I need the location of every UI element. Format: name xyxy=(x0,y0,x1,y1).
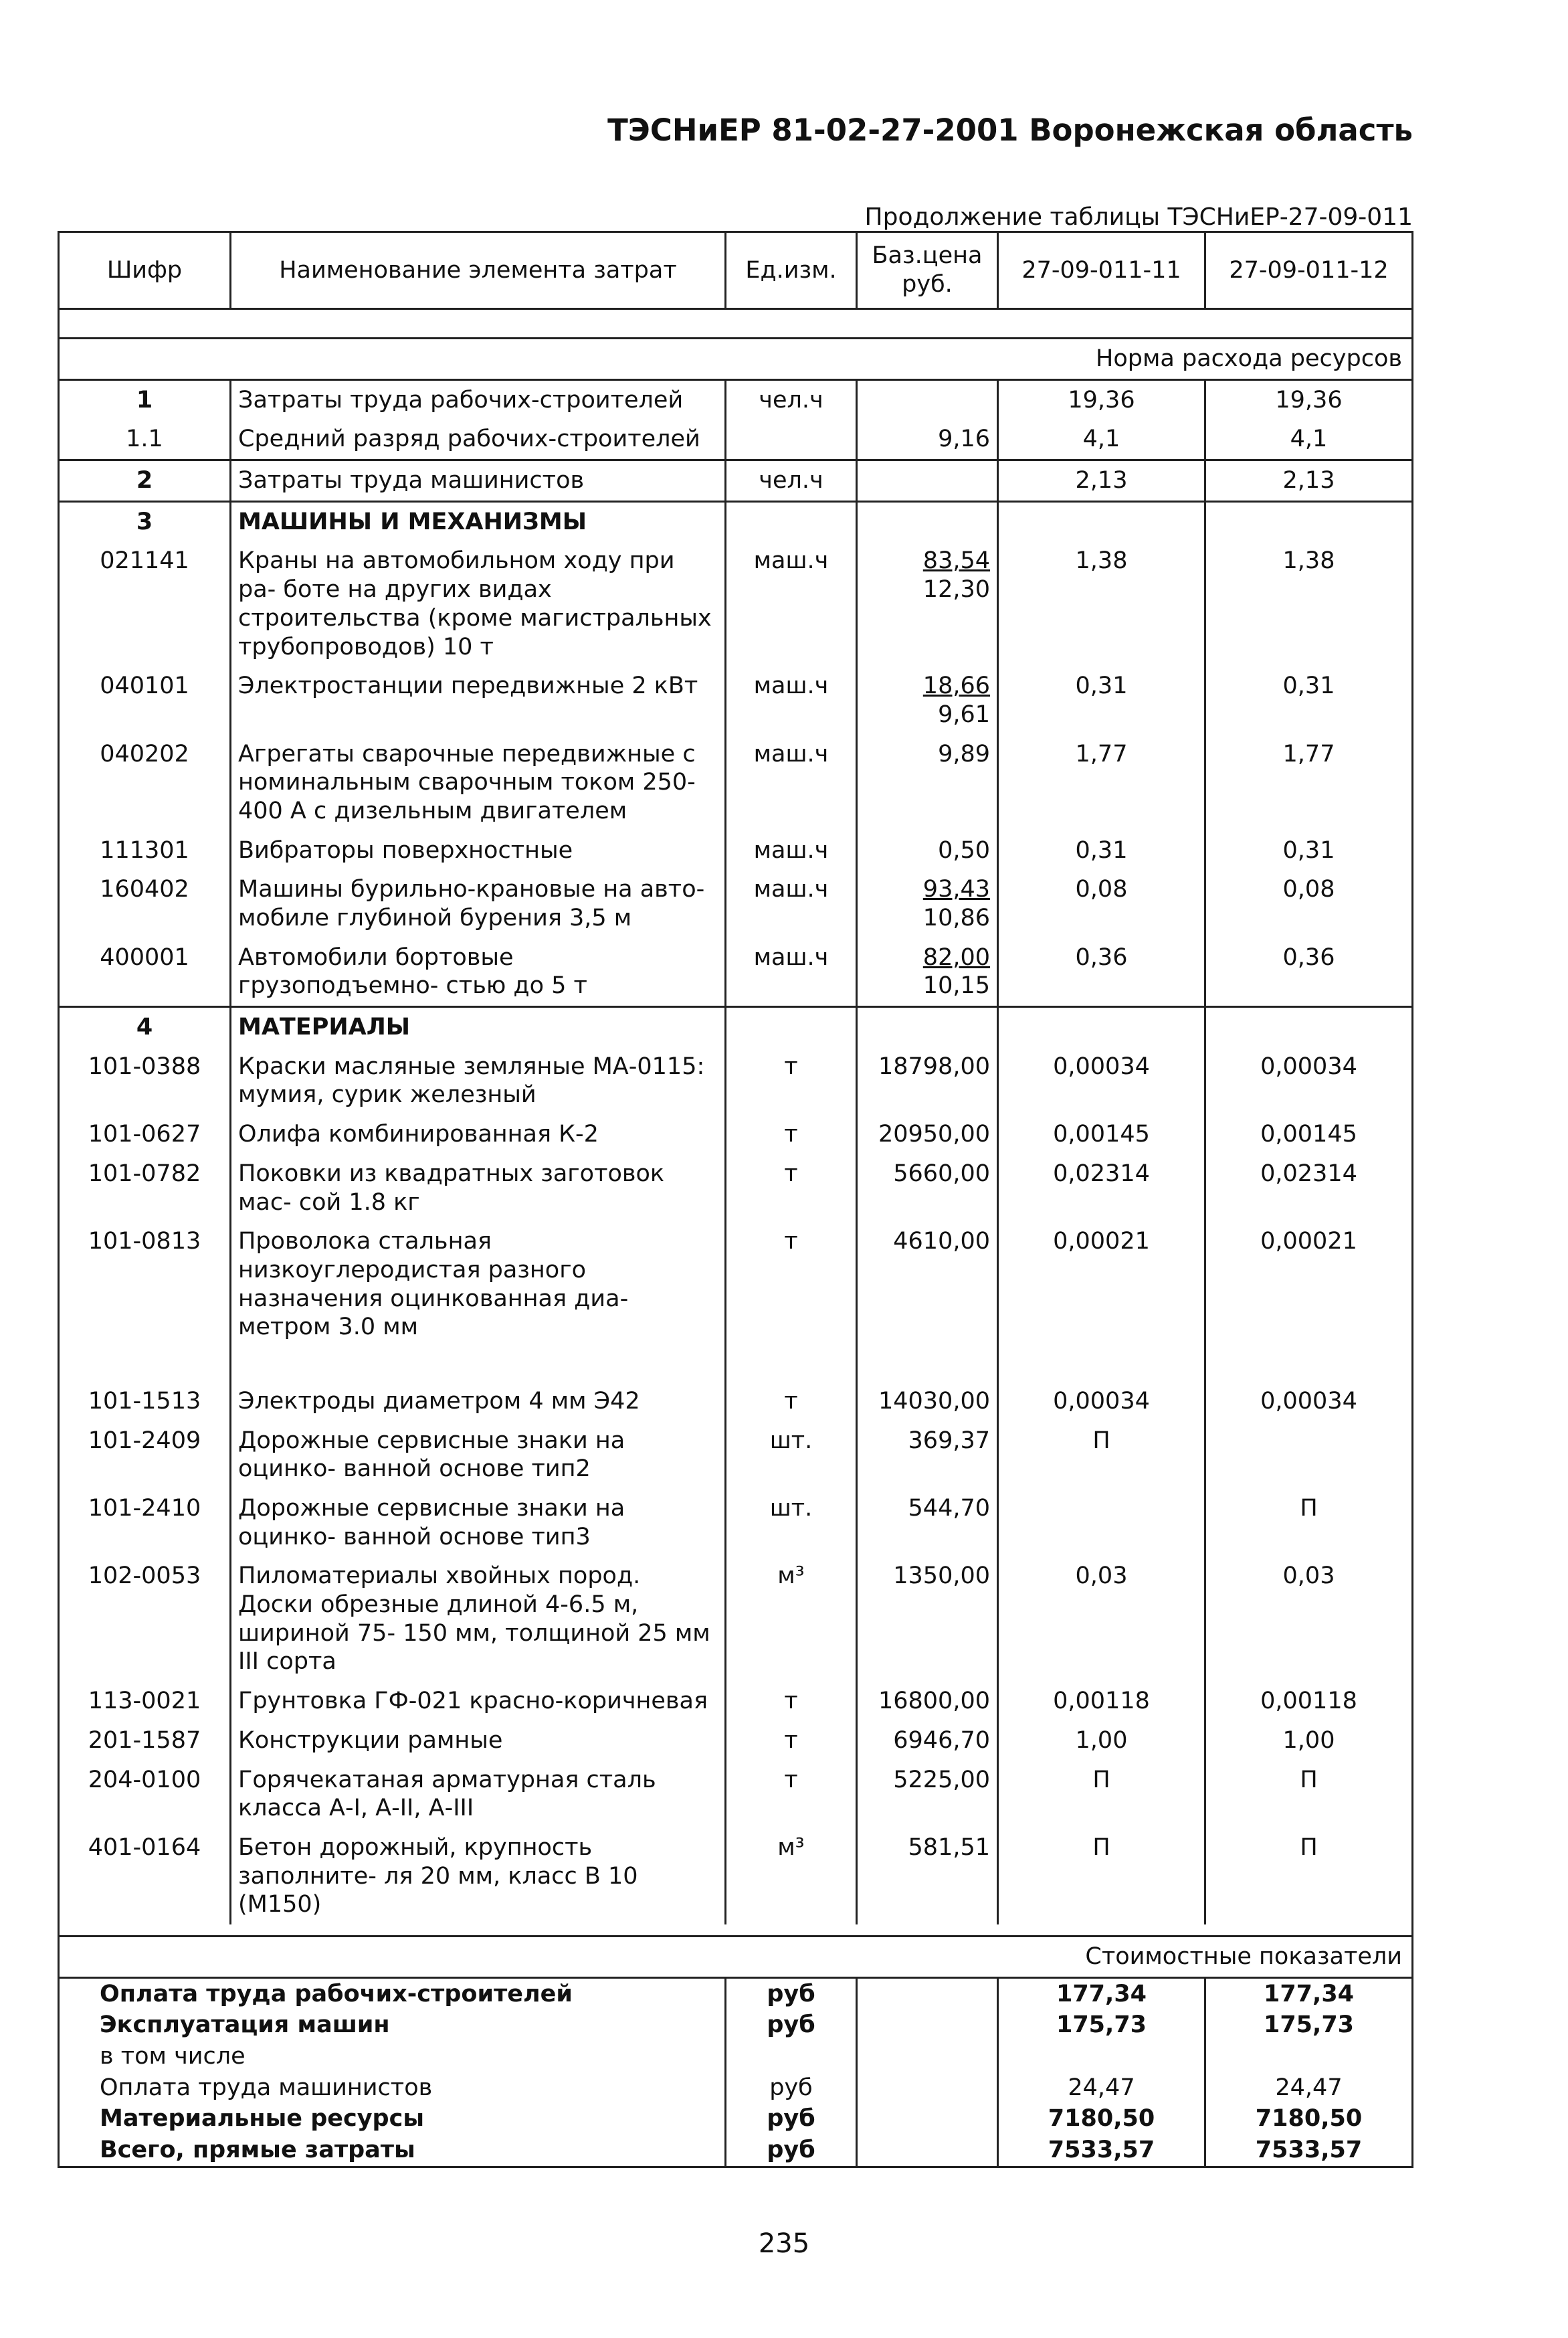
column-header-col1: 27-09-011-11 xyxy=(998,232,1205,309)
totals-empty xyxy=(857,2103,998,2135)
row-price-value: 4610,00 xyxy=(893,1228,990,1255)
totals-unit: руб xyxy=(726,2072,857,2104)
table-row xyxy=(59,1007,1413,1047)
totals-value-col1: 7533,57 xyxy=(998,2135,1205,2167)
table-row xyxy=(59,1115,1413,1154)
column-header-name: Наименование элемента затрат xyxy=(231,232,726,309)
row-value-col1: 0,00145 xyxy=(998,1115,1205,1154)
row-value-col2 xyxy=(1205,501,1413,541)
table-row xyxy=(59,831,1413,871)
row-price xyxy=(857,1682,998,1721)
row-value-col2: 1,77 xyxy=(1205,735,1413,831)
row-value-col1: П xyxy=(998,1761,1205,1828)
table-row xyxy=(59,1556,1413,1682)
row-unit: маш.ч xyxy=(726,938,857,1007)
row-name: МАШИНЫ И МЕХАНИЗМЫ xyxy=(231,501,726,541)
row-price xyxy=(857,1154,998,1222)
row-name: Олифа комбинированная К-2 xyxy=(231,1115,726,1154)
cost-indicators-label: Стоимостные показатели xyxy=(59,1936,1413,1977)
row-price xyxy=(857,1047,998,1115)
row-price-operator-value: 12,30 xyxy=(922,576,990,604)
row-price xyxy=(857,501,998,541)
row-value-col2: 19,36 xyxy=(1205,379,1413,420)
totals-unit: руб xyxy=(726,2135,857,2167)
row-price-value: 93,43 xyxy=(922,876,990,903)
page-number: 235 xyxy=(758,2228,810,2259)
row-code: 111301 xyxy=(59,831,231,871)
totals-name: в том числе xyxy=(59,2041,726,2072)
norma-label: Норма расхода ресурсов xyxy=(59,339,1413,380)
row-unit: маш.ч xyxy=(726,666,857,734)
row-code: 113-0021 xyxy=(59,1682,231,1721)
row-price xyxy=(857,1222,998,1347)
row-unit: шт. xyxy=(726,1421,857,1489)
row-name: МАТЕРИАЛЫ xyxy=(231,1007,726,1047)
row-value-col1: 19,36 xyxy=(998,379,1205,420)
totals-empty xyxy=(857,2041,998,2072)
row-value-col2: П xyxy=(1205,1489,1413,1556)
row-code: 101-0388 xyxy=(59,1047,231,1115)
row-value-col2: П xyxy=(1205,1828,1413,1924)
row-price-operator-value: 10,15 xyxy=(922,972,990,1000)
totals-row xyxy=(59,2009,1413,2041)
row-unit xyxy=(726,420,857,460)
table-header-row xyxy=(59,232,1413,309)
row-price xyxy=(857,1421,998,1489)
totals-value-col2: 7533,57 xyxy=(1205,2135,1413,2167)
column-header-price: Баз.цена руб. xyxy=(857,232,998,309)
table-row xyxy=(59,735,1413,831)
row-value-col2: 0,31 xyxy=(1205,666,1413,734)
row-code: 4 xyxy=(59,1007,231,1047)
totals-unit: руб xyxy=(726,2009,857,2041)
row-name: Проволока стальная низкоуглеродистая разного назначения оцинкованная диа- метром 3.0 мм xyxy=(231,1222,726,1347)
row-price xyxy=(857,460,998,502)
row-price-value: 18798,00 xyxy=(878,1053,990,1080)
row-name: Вибраторы поверхностные xyxy=(231,831,726,871)
row-price xyxy=(857,938,998,1007)
row-unit: м³ xyxy=(726,1556,857,1682)
totals-value-col2: 177,34 xyxy=(1205,1977,1413,2009)
row-code: 400001 xyxy=(59,938,231,1007)
table-row xyxy=(59,1682,1413,1721)
totals-value-col2: 7180,50 xyxy=(1205,2103,1413,2135)
totals-name: Оплата труда машинистов xyxy=(59,2072,726,2104)
row-value-col2: 0,00034 xyxy=(1205,1347,1413,1421)
row-value-col1: 4,1 xyxy=(998,420,1205,460)
row-unit: шт. xyxy=(726,1489,857,1556)
row-unit xyxy=(726,501,857,541)
table-continuation-label: Продолжение таблицы ТЭСНиЕР-27-09-011 xyxy=(864,203,1413,231)
row-price xyxy=(857,831,998,871)
row-name: Затраты труда рабочих-строителей xyxy=(231,379,726,420)
row-price-value: 5225,00 xyxy=(893,1766,990,1793)
row-price xyxy=(857,1115,998,1154)
row-value-col2: П xyxy=(1205,1761,1413,1828)
row-price xyxy=(857,1489,998,1556)
row-value-col2: 2,13 xyxy=(1205,460,1413,502)
row-value-col2: 0,02314 xyxy=(1205,1154,1413,1222)
row-code: 021141 xyxy=(59,541,231,666)
row-price xyxy=(857,1761,998,1828)
row-price-value: 9,89 xyxy=(938,740,990,768)
row-name: Дорожные сервисные знаки на оцинко- ванной основе тип3 xyxy=(231,1489,726,1556)
row-name: Затраты труда машинистов xyxy=(231,460,726,502)
row-value-col2: 0,00145 xyxy=(1205,1115,1413,1154)
row-price xyxy=(857,420,998,460)
row-value-col1: 1,00 xyxy=(998,1721,1205,1761)
totals-name: Всего, прямые затраты xyxy=(59,2135,726,2167)
row-unit: т xyxy=(726,1222,857,1347)
row-price-value: 20950,00 xyxy=(878,1121,990,1148)
row-code: 040202 xyxy=(59,735,231,831)
row-price xyxy=(857,870,998,937)
row-value-col1: 0,31 xyxy=(998,666,1205,734)
row-value-col1: 0,31 xyxy=(998,831,1205,871)
table-row xyxy=(59,379,1413,420)
row-code: 101-0813 xyxy=(59,1222,231,1347)
row-value-col1: П xyxy=(998,1421,1205,1489)
totals-value-col1: 7180,50 xyxy=(998,2103,1205,2135)
row-unit: т xyxy=(726,1347,857,1421)
row-value-col2: 0,03 xyxy=(1205,1556,1413,1682)
row-value-col2: 1,38 xyxy=(1205,541,1413,666)
row-unit: маш.ч xyxy=(726,735,857,831)
row-price-value: 1350,00 xyxy=(893,1562,990,1590)
totals-empty xyxy=(857,1977,998,2009)
row-code: 204-0100 xyxy=(59,1761,231,1828)
row-price-value: 5660,00 xyxy=(893,1160,990,1187)
row-price-operator-value: 9,61 xyxy=(938,701,990,728)
row-unit: т xyxy=(726,1047,857,1115)
row-value-col1: 0,00034 xyxy=(998,1347,1205,1421)
table-row xyxy=(59,1347,1413,1421)
row-value-col1 xyxy=(998,1007,1205,1047)
row-value-col1: 0,36 xyxy=(998,938,1205,1007)
table-row xyxy=(59,666,1413,734)
table-row xyxy=(59,1721,1413,1761)
table-row xyxy=(59,541,1413,666)
table-row xyxy=(59,870,1413,937)
table-row xyxy=(59,420,1413,460)
row-code: 160402 xyxy=(59,870,231,937)
row-name: Бетон дорожный, крупность заполните- ля 20 мм, класс В 10 (М150) xyxy=(231,1828,726,1924)
row-unit: м³ xyxy=(726,1828,857,1924)
row-unit: т xyxy=(726,1682,857,1721)
row-name: Грунтовка ГФ-021 красно-коричневая xyxy=(231,1682,726,1721)
row-price-value: 369,37 xyxy=(908,1427,990,1454)
row-price-value: 9,16 xyxy=(938,426,990,453)
row-value-col2: 4,1 xyxy=(1205,420,1413,460)
row-value-col1: 0,00021 xyxy=(998,1222,1205,1347)
row-name: Электроды диаметром 4 мм Э42 xyxy=(231,1347,726,1421)
row-value-col2 xyxy=(1205,1007,1413,1047)
totals-name: Материальные ресурсы xyxy=(59,2103,726,2135)
row-unit: т xyxy=(726,1761,857,1828)
row-unit xyxy=(726,1007,857,1047)
row-code: 102-0053 xyxy=(59,1556,231,1682)
resource-table xyxy=(58,231,1413,2168)
row-value-col1: 0,02314 xyxy=(998,1154,1205,1222)
row-value-col1: П xyxy=(998,1828,1205,1924)
row-price xyxy=(857,541,998,666)
row-price-value: 16800,00 xyxy=(878,1688,990,1715)
totals-value-col1: 175,73 xyxy=(998,2009,1205,2041)
table-row xyxy=(59,501,1413,541)
row-name: Средний разряд рабочих-строителей xyxy=(231,420,726,460)
row-code: 101-0782 xyxy=(59,1154,231,1222)
table-row xyxy=(59,1489,1413,1556)
row-unit: т xyxy=(726,1115,857,1154)
totals-row xyxy=(59,1977,1413,2009)
column-header-code: Шифр xyxy=(59,232,231,309)
totals-value-col1: 24,47 xyxy=(998,2072,1205,2104)
row-code: 201-1587 xyxy=(59,1721,231,1761)
totals-empty xyxy=(857,2009,998,2041)
row-price xyxy=(857,379,998,420)
row-code: 101-2410 xyxy=(59,1489,231,1556)
totals-value-col2: 175,73 xyxy=(1205,2009,1413,2041)
row-name: Машины бурильно-крановые на авто- мобиле глубиной бурения 3,5 м xyxy=(231,870,726,937)
row-code: 2 xyxy=(59,460,231,502)
row-name: Краски масляные земляные МА-0115: мумия, сурик железный xyxy=(231,1047,726,1115)
row-unit: чел.ч xyxy=(726,379,857,420)
table-row xyxy=(59,1421,1413,1489)
totals-row xyxy=(59,2135,1413,2167)
row-price-value: 544,70 xyxy=(908,1495,990,1522)
column-header-col2: 27-09-011-12 xyxy=(1205,232,1413,309)
table-row xyxy=(59,460,1413,502)
row-price-value: 581,51 xyxy=(908,1833,990,1861)
row-value-col2: 0,00118 xyxy=(1205,1682,1413,1721)
row-name: Дорожные сервисные знаки на оцинко- ванной основе тип2 xyxy=(231,1421,726,1489)
totals-row xyxy=(59,2103,1413,2135)
row-value-col2 xyxy=(1205,1421,1413,1489)
table-row xyxy=(59,1828,1413,1924)
row-code: 101-0627 xyxy=(59,1115,231,1154)
row-unit: т xyxy=(726,1154,857,1222)
row-unit: маш.ч xyxy=(726,541,857,666)
row-name: Агрегаты сварочные передвижные с номинальным сварочным током 250-400 А с дизельным двигателем xyxy=(231,735,726,831)
totals-value-col2: 24,47 xyxy=(1205,2072,1413,2104)
row-code: 040101 xyxy=(59,666,231,734)
row-price-value: 14030,00 xyxy=(878,1387,990,1415)
row-value-col1: 0,08 xyxy=(998,870,1205,937)
row-name: Краны на автомобильном ходу при ра- боте на других видах строительства (кроме магистральных трубопроводов) 10 т xyxy=(231,541,726,666)
row-price-value: 6946,70 xyxy=(893,1726,990,1754)
row-code: 101-1513 xyxy=(59,1347,231,1421)
row-value-col2: 0,00021 xyxy=(1205,1222,1413,1347)
row-code: 1.1 xyxy=(59,420,231,460)
row-price xyxy=(857,1556,998,1682)
row-price xyxy=(857,1721,998,1761)
row-value-col2: 0,00034 xyxy=(1205,1047,1413,1115)
table-row xyxy=(59,1761,1413,1828)
row-price-value: 0,50 xyxy=(938,836,990,864)
row-value-col2: 0,36 xyxy=(1205,938,1413,1007)
totals-unit: руб xyxy=(726,1977,857,2009)
row-value-col1: 0,00034 xyxy=(998,1047,1205,1115)
row-name: Горячекатаная арматурная сталь класса А-I, А-II, А-III xyxy=(231,1761,726,1828)
totals-row xyxy=(59,2072,1413,2104)
row-unit: чел.ч xyxy=(726,460,857,502)
totals-empty xyxy=(857,2135,998,2167)
row-value-col1 xyxy=(998,1489,1205,1556)
document-header: ТЭСНиЕР 81-02-27-2001 Воронежская область xyxy=(607,112,1413,148)
row-price xyxy=(857,1828,998,1924)
row-code: 3 xyxy=(59,501,231,541)
row-value-col1: 1,77 xyxy=(998,735,1205,831)
row-name: Электростанции передвижные 2 кВт xyxy=(231,666,726,734)
table-row xyxy=(59,938,1413,1007)
row-value-col2: 1,00 xyxy=(1205,1721,1413,1761)
row-value-col1: 0,03 xyxy=(998,1556,1205,1682)
totals-value-col1 xyxy=(998,2041,1205,2072)
totals-value-col2 xyxy=(1205,2041,1413,2072)
totals-unit: руб xyxy=(726,2103,857,2135)
row-price-value: 83,54 xyxy=(922,547,990,575)
row-value-col2: 0,08 xyxy=(1205,870,1413,937)
row-unit: т xyxy=(726,1721,857,1761)
totals-name: Оплата труда рабочих-строителей xyxy=(59,1977,726,2009)
row-value-col1: 0,00118 xyxy=(998,1682,1205,1721)
row-price xyxy=(857,1007,998,1047)
row-price-value: 82,00 xyxy=(922,943,990,971)
row-price-operator-value: 10,86 xyxy=(922,905,990,931)
row-code: 101-2409 xyxy=(59,1421,231,1489)
column-header-unit: Ед.изм. xyxy=(726,232,857,309)
row-price-value: 18,66 xyxy=(922,672,990,700)
table-row xyxy=(59,1154,1413,1222)
totals-row xyxy=(59,2041,1413,2072)
row-code: 401-0164 xyxy=(59,1828,231,1924)
row-code: 1 xyxy=(59,379,231,420)
table-row xyxy=(59,1222,1413,1347)
row-price xyxy=(857,666,998,734)
row-name: Пиломатериалы хвойных пород. Доски обрезные длиной 4-6.5 м, шириной 75- 150 мм, толщиной 25 мм III сорта xyxy=(231,1556,726,1682)
totals-unit xyxy=(726,2041,857,2072)
row-value-col1: 1,38 xyxy=(998,541,1205,666)
row-price xyxy=(857,1347,998,1421)
row-name: Конструкции рамные xyxy=(231,1721,726,1761)
norma-row xyxy=(59,339,1413,380)
row-name: Поковки из квадратных заготовок мас- сой 1.8 кг xyxy=(231,1154,726,1222)
row-price xyxy=(857,735,998,831)
row-unit: маш.ч xyxy=(726,870,857,937)
cost-indicators-row xyxy=(59,1936,1413,1977)
row-unit: маш.ч xyxy=(726,831,857,871)
totals-empty xyxy=(857,2072,998,2104)
row-value-col1: 2,13 xyxy=(998,460,1205,502)
totals-value-col1: 177,34 xyxy=(998,1977,1205,2009)
row-name: Автомобили бортовые грузоподъемно- стью до 5 т xyxy=(231,938,726,1007)
table-row xyxy=(59,1047,1413,1115)
row-value-col2: 0,31 xyxy=(1205,831,1413,871)
totals-name: Эксплуатация машин xyxy=(59,2009,726,2041)
row-value-col1 xyxy=(998,501,1205,541)
